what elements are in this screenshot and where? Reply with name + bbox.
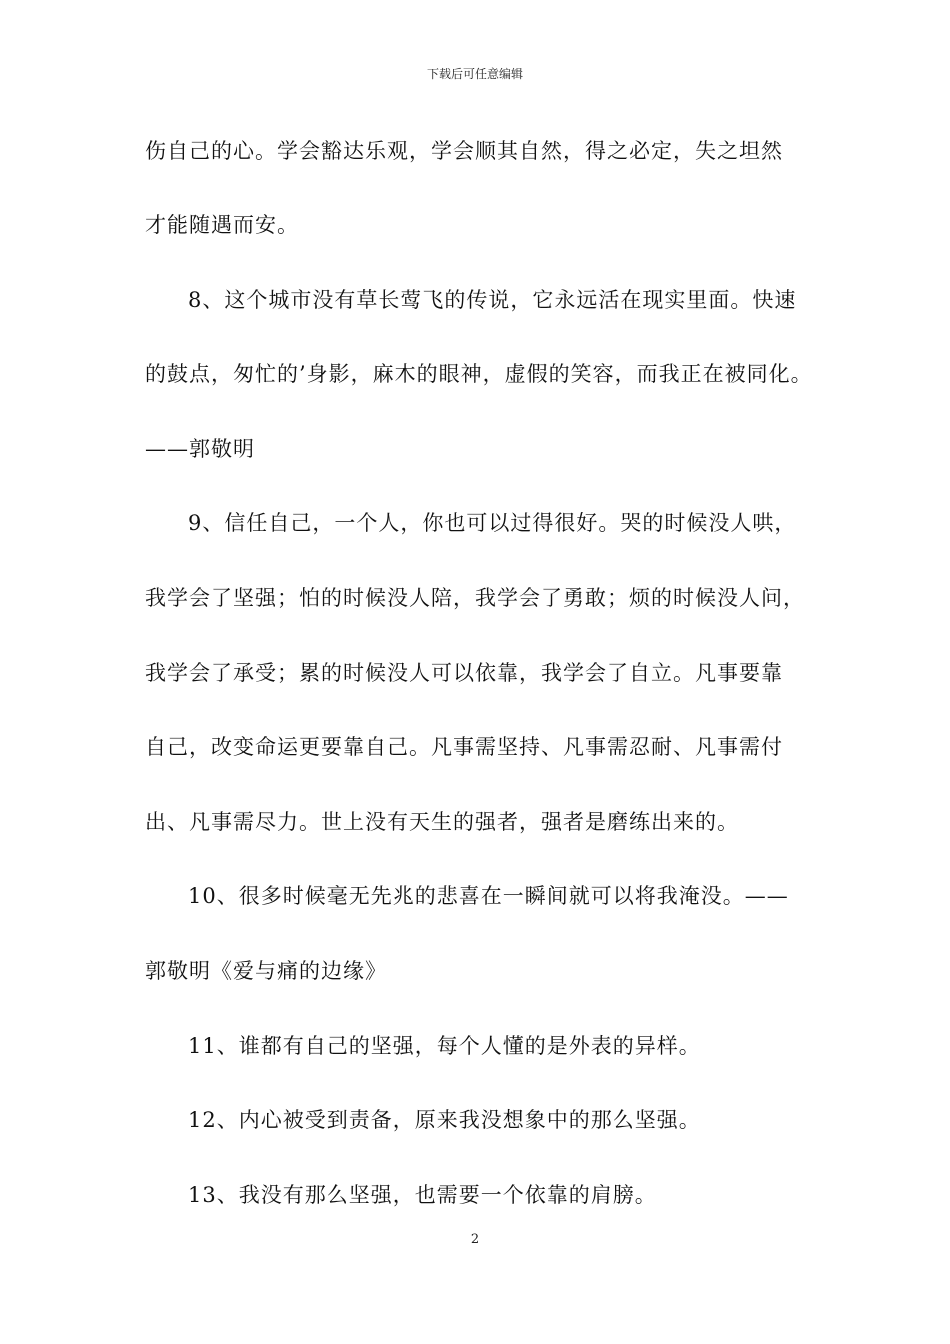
text-line-7: 我学会了坚强；怕的时候没人陪，我学会了勇敢；烦的时候没人问， [145,586,805,610]
text-line-3: 8、这个城市没有草长莺飞的传说，它永远活在现实里面。快速 [188,288,797,312]
page-header: 下载后可任意编辑 [426,67,523,81]
text-line-4: 的鼓点，匆忙的’身影，麻木的眼神，虚假的笑容，而我正在被同化。 [145,362,813,386]
text-line-5: ——郭敬明 [145,437,255,461]
text-line-14: 12、内心被受到责备，原来我没想象中的那么坚强。 [188,1108,701,1132]
text-line-11: 10、很多时候毫无先兆的悲喜在一瞬间就可以将我淹没。—— [188,884,789,908]
text-line-1: 伤自己的心。学会豁达乐观，学会顺其自然，得之必定，失之坦然 [145,139,783,163]
page-number: 2 [470,1232,480,1247]
text-line-12: 郭敬明《爱与痛的边缘》 [145,959,387,983]
text-line-6: 9、信任自己，一个人，你也可以过得很好。哭的时候没人哄， [188,511,797,535]
text-line-15: 13、我没有那么坚强，也需要一个依靠的肩膀。 [188,1183,657,1207]
text-line-8: 我学会了承受；累的时候没人可以依靠，我学会了自立。凡事要靠 [145,661,783,685]
text-line-13: 11、谁都有自己的坚强，每个人懂的是外表的异样。 [188,1034,701,1058]
text-line-10: 出、凡事需尽力。世上没有天生的强者，强者是磨练出来的。 [145,810,739,834]
text-line-2: 才能随遇而安。 [145,213,299,237]
text-line-9: 自己，改变命运更要靠自己。凡事需坚持、凡事需忍耐、凡事需付 [145,735,783,759]
